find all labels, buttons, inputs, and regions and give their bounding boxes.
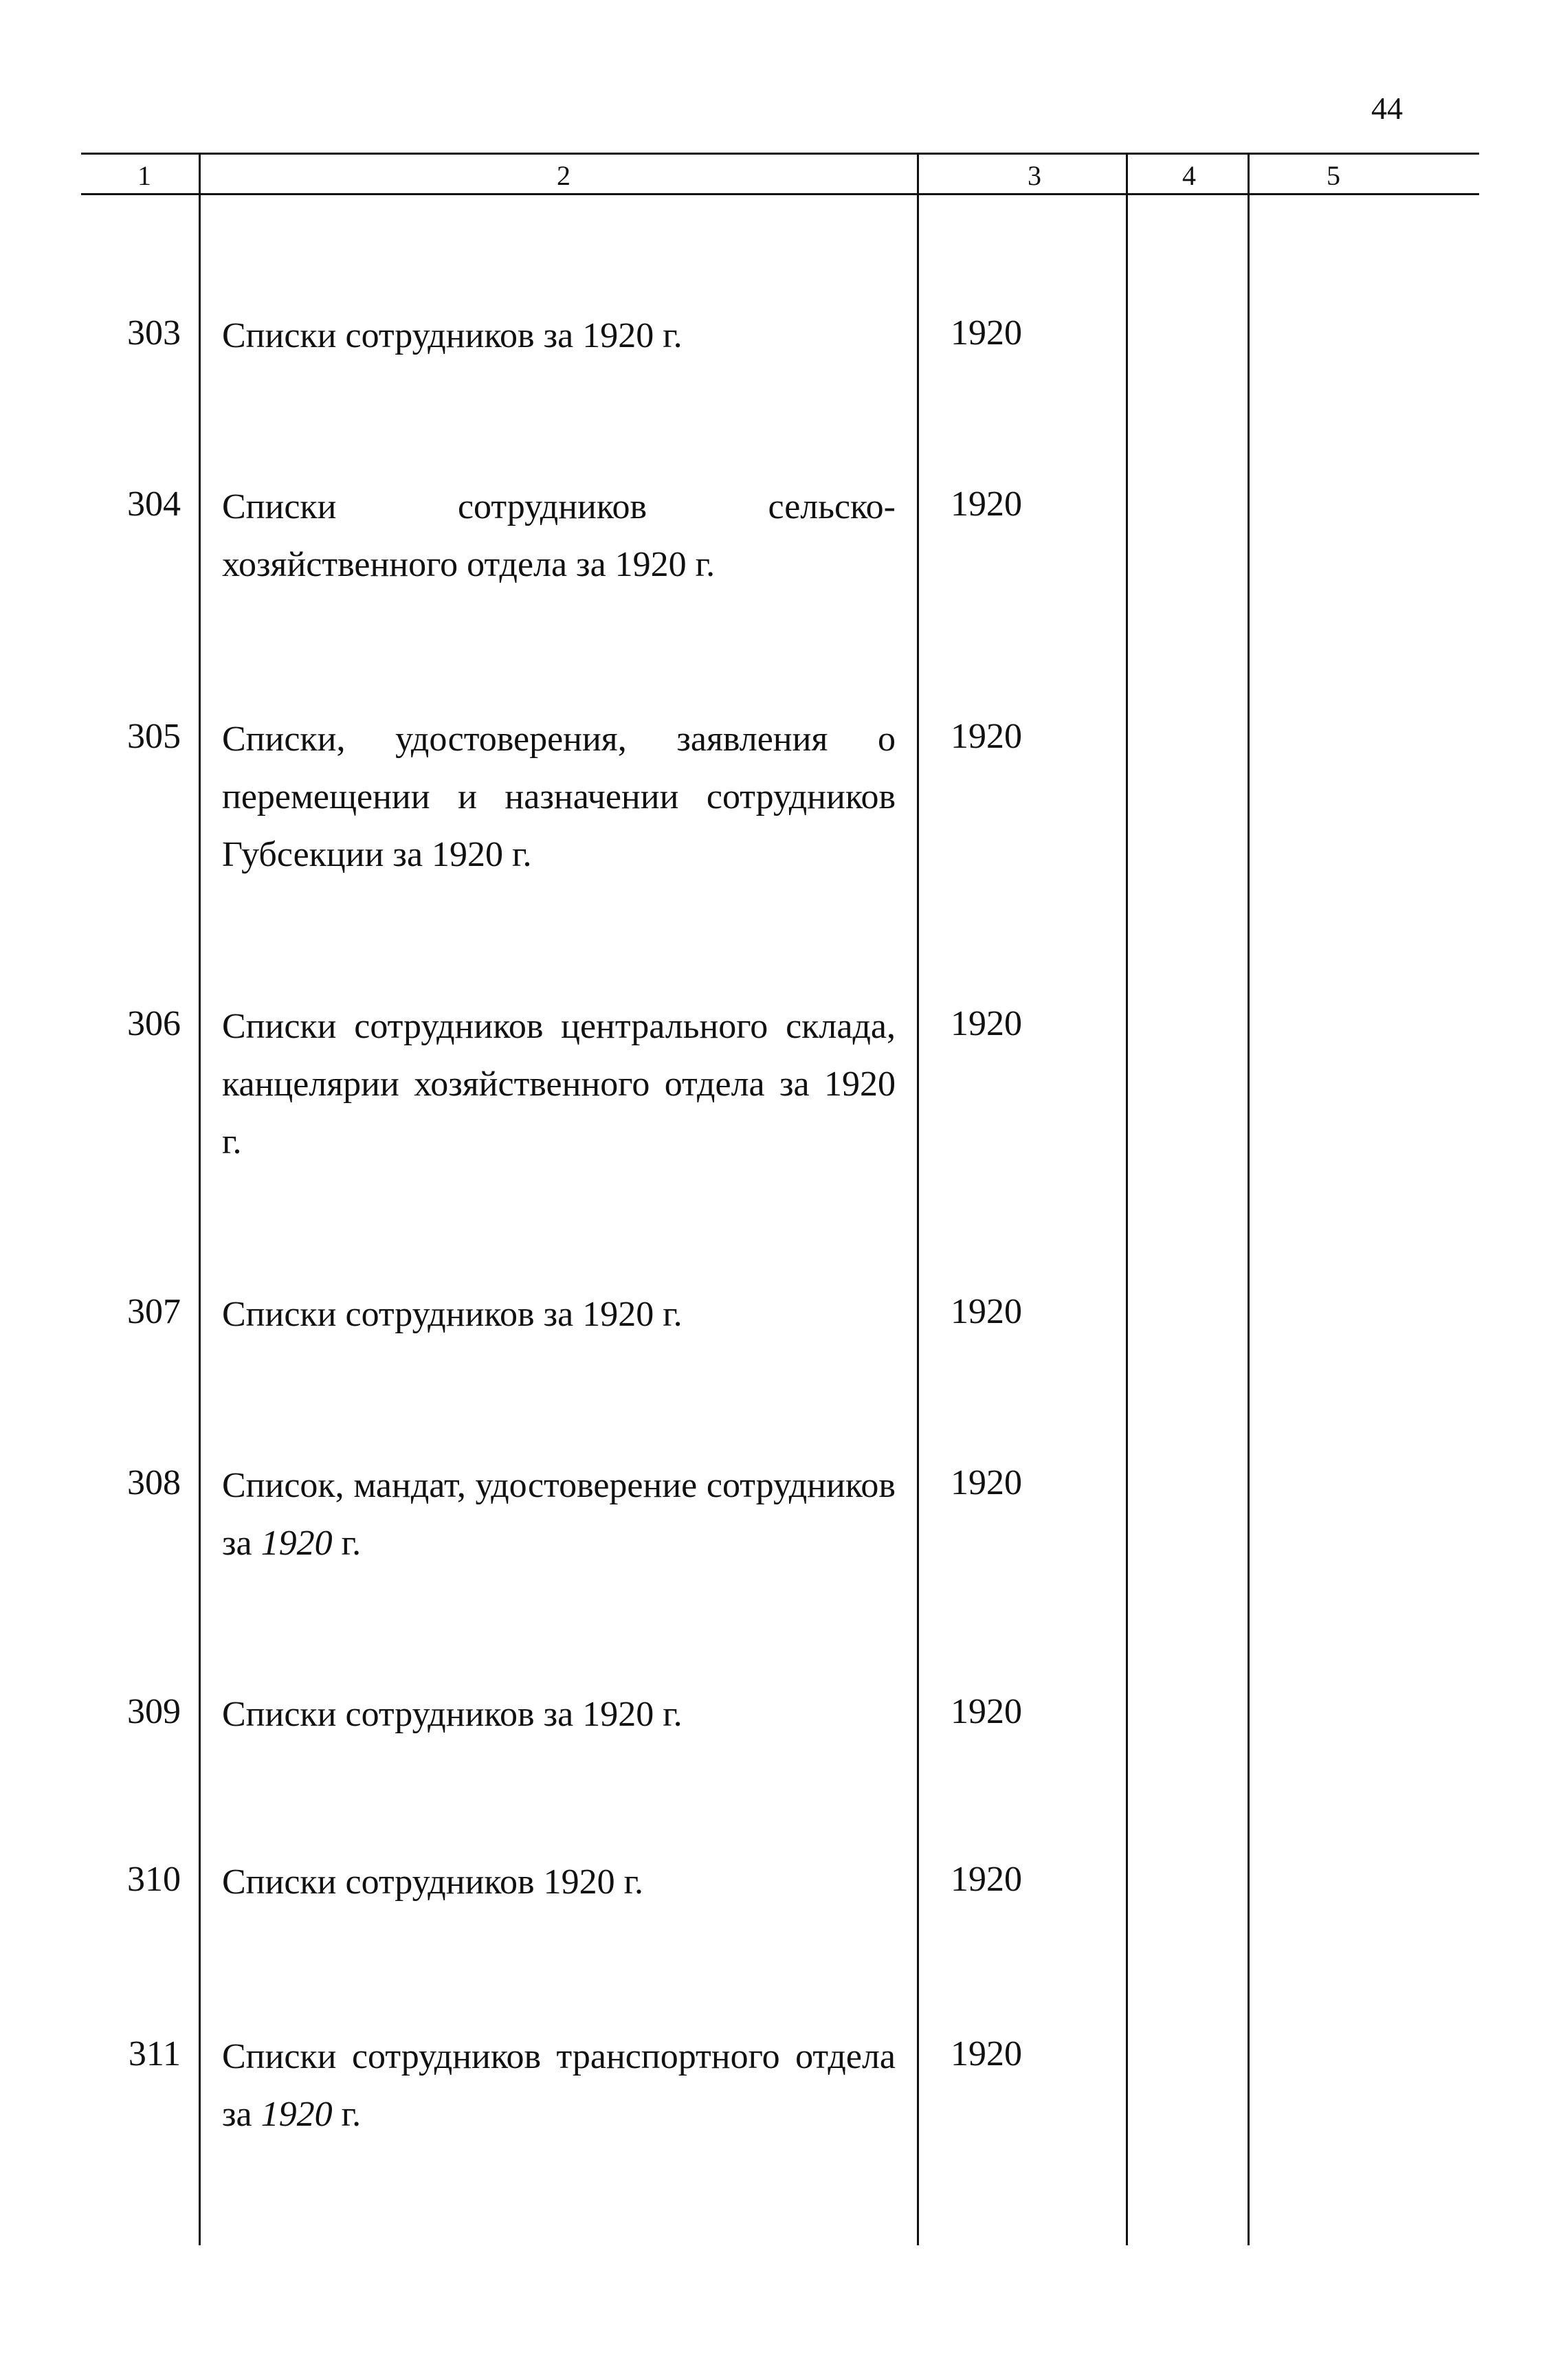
- row-description: Списки сотрудников центрального склада, канцелярии хозяйственного отдела за 1920 г.: [222, 1007, 896, 1161]
- row-year: 1920: [951, 1692, 1022, 1731]
- row-number: 310: [127, 1860, 181, 1899]
- row-description-text: Списки сотрудников транспортного отдела за: [222, 2037, 896, 2134]
- row-year: 1920: [951, 2034, 1022, 2073]
- row-description-year: 1920: [260, 2095, 333, 2134]
- column-divider-3: [1126, 153, 1128, 2245]
- row-year: 1920: [951, 313, 1022, 353]
- row-description: Списки, удостоверения, заявления о перемещении и назначении сотрудников Губсекции за 1920 г.: [222, 720, 896, 874]
- row-number: 305: [127, 717, 181, 756]
- row-number: 307: [127, 1292, 181, 1331]
- row-number: 311: [128, 2034, 181, 2073]
- row-number: 304: [127, 485, 181, 524]
- row-number: 306: [127, 1004, 181, 1043]
- table-top-rule: [81, 153, 1479, 155]
- row-year: 1920: [951, 1463, 1022, 1502]
- column-header-5: 5: [1327, 160, 1340, 191]
- column-divider-2: [917, 153, 919, 2245]
- row-description: [222, 1457, 896, 1572]
- row-year: 1920: [951, 1860, 1022, 1899]
- column-divider-4: [1248, 153, 1250, 2245]
- row-description: Списки сотрудников 1920 г.: [222, 1862, 644, 1902]
- column-header-3: 3: [1028, 160, 1041, 191]
- column-divider-1: [199, 153, 201, 2245]
- row-year: 1920: [951, 485, 1022, 524]
- row-year: 1920: [951, 1292, 1022, 1331]
- table-header-rule: [81, 193, 1479, 195]
- row-description: Списки сотрудников за 1920 г.: [222, 1695, 683, 1734]
- row-description-text: Список, мандат, удостоверение сотрудников за: [222, 1466, 896, 1563]
- column-header-1: 1: [137, 160, 151, 191]
- row-description: Списки сотрудников сельско-хозяйственного отдела за 1920 г.: [222, 487, 896, 584]
- row-description-tail: г.: [341, 1524, 362, 1563]
- row-number: 308: [127, 1463, 181, 1502]
- row-description: Списки сотрудников за 1920 г.: [222, 1295, 683, 1334]
- row-description: [222, 2028, 896, 2144]
- column-header-2: 2: [557, 160, 570, 191]
- row-description-tail: г.: [341, 2095, 362, 2134]
- row-year: 1920: [951, 1004, 1022, 1043]
- row-number: 303: [127, 313, 181, 353]
- row-year: 1920: [951, 717, 1022, 756]
- page-number: 44: [1371, 91, 1403, 126]
- row-description-year: 1920: [260, 1524, 333, 1563]
- column-header-4: 4: [1182, 160, 1196, 191]
- row-description: Списки сотрудников за 1920 г.: [222, 316, 683, 355]
- row-number: 309: [127, 1692, 181, 1731]
